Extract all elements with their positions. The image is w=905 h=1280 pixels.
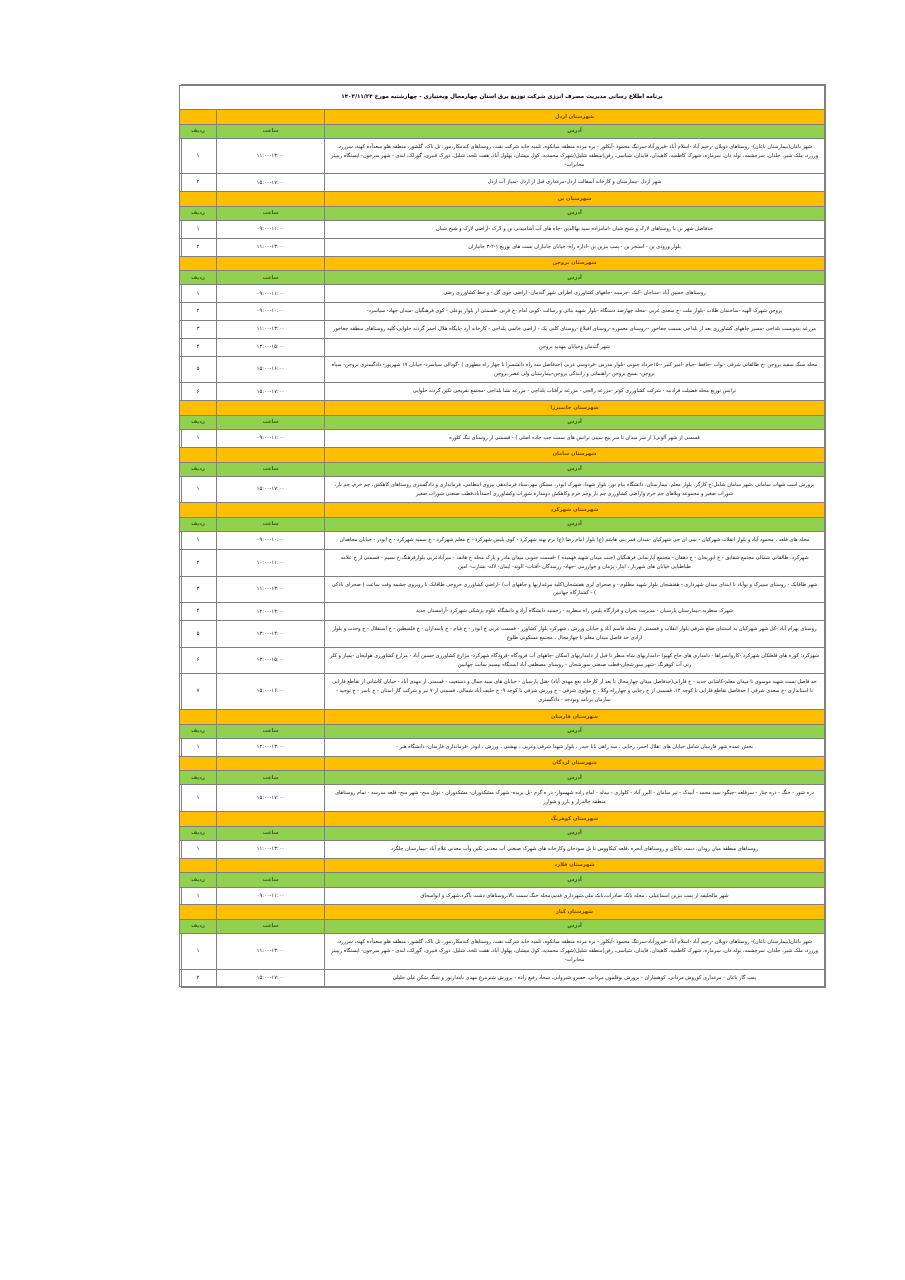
table-row [180,603,825,621]
table-row [180,356,825,383]
column-header-row [180,124,825,138]
column-header-row [180,517,825,531]
county-name: شهرستان خانمیرزا [325,401,825,416]
county-name: شهرستان اردل [325,110,825,125]
county-name: شهرستان لردگان [325,756,825,771]
column-header-row [180,462,825,476]
column-header-row [180,826,825,840]
column-header-address: آدرس [325,462,825,476]
county-banner-row [180,192,825,207]
cell-address: محله سنگ سفید بروجن -خ طالقانی شرقی -نواب -حافظ -خیام -امیر کبیر --۱۵خرداد جنوبی -بلوار مدرس -فردوسی غربی (حدفاصل سه راه دانشسرا تا چهار راه مطهری ) -گودالی سیاسرد- خیابان ۱۷ شهریور- دادگستری بروجن- سپاه بروجن- بسیج بروجن -راهنمایی و رانندگی بروجن-بیمارستان ولی عصر بروجن [325,356,825,383]
cell-time: ۱۱:۰۰-۱۳:۰۰ [217,138,325,173]
column-header-time: ساعت [217,919,325,933]
county-banner-filler [217,256,325,271]
county-name: شهرستان کیار [325,905,825,920]
county-name: شهرستان فارسان [325,709,825,724]
county-banner-filler [217,110,325,125]
outage-schedule-table [179,85,825,987]
cell-time: ۱۲:۰۰-۱۳:۰۰ [217,738,325,756]
column-header-address: آدرس [325,826,825,840]
cell-address: بلوار ورودی بن - استخر بن - پمپ بنزین بن -اداره راه- خیابان جانبازان پست های توزیع ۱-۲-۳ جانبازان [325,238,825,256]
cell-row-number: ۱ [180,476,217,503]
cell-row-number: ۶ [180,383,217,401]
cell-address: مزرعه بندوبست بلداجی -مسیر چاههای کشاورزی بعد از بلداجی بسمت چغاخور --روستای معموره -روستای اقبلاغ -روستای کلبی بک - اراضی خاتمی بلداجی - کارخانه آرد -پایگاه هلال احمر گردنه حلوایی-کلیه روستاهای منطقه چغاخور [325,321,825,339]
county-banner-filler [180,709,217,724]
column-header-row-number: ردیف [180,271,217,285]
county-banner-filler [217,812,325,827]
table-row [180,285,825,303]
cell-address: شهر ناغان(بیمارستان ناغان)- روستاهای دویلان -رحیم آباد -اسلام آباد -فیروزآباد-سرتنگ محمود -آبکلور - بره مرده منطقه میانکوه، تلمبه خانه شرکت نفت، روستاهای کندمکار،مور، تل ناک، گلشور، منطقه هلو سعدآده کهنه، سرزرد، ورزرد، ملک شیر، جلدان، سرچشمه، توله دان، سرمازه، شهرک کاظمیه، کاهیدان، قایدان، شیاسی، رفن)منطقه شلیل(شهرک محمدیه، کول میشان، پهلول آباد، هفت تلخه، شلیل، دورک قنبری، گوزلک، لندی - شهر سرخون- ایستگاه ریپیتر مخابرات- [325,138,825,173]
column-header-time: ساعت [217,271,325,285]
column-header-time: ساعت [217,517,325,531]
cell-address: بروجن شهرک الهیه -ساختمان طلاب -بلوار ملت -خ سعدی غربی -محله چهارصد دستگاه -بلوار شهید بنائی و رسالت -کوبی امام -خ قرنی -قسمتی از بلوار بوعلی - کوی فرهنگیان -میدان جهاد- سیاسرد- [325,303,825,321]
column-header-row [180,919,825,933]
column-header-time: ساعت [217,415,325,429]
cell-address: شهر ناغان(بیمارستان ناغان)- روستاهای دویلان -رحیم آباد -اسلام آباد -فیروزآباد-سرتنگ محمود -آبکلور - بره مرده منطقه میانکوه، تلمبه خانه شرکت نفت، روستاهای کندمکار،مور، تل ناک، گلشور، منطقه هلو سعدآده کهنه، سرزرد، ورزرد، ملک شیر، جلدان، سرچشمه، توله دان، سرمازه، شهرک کاظمیه، کاهیدان، قایدان، شیاسی، رفن)منطقه شلیل(شهرک محمدیه، کول میشان، پهلول آباد، هفت تلخه، شلیل، دورک قنبری، گوزلک، لندی - شهر سرخون- ایستگاه ریپیتر مخابرات- [325,934,825,969]
county-banner-filler [217,447,325,462]
cell-time: ۱۵:۰۰-۱۷:۰۰ [217,383,325,401]
column-header-address: آدرس [325,206,825,220]
county-banner-filler [180,401,217,416]
county-banner-row [180,709,825,724]
cell-address: شهرکرد: طالقانی شمالی مجتمع شقایق - خ ابوریحان - خ دهقان - مجتمع آپارتمانی فرهنگیان (جنب میدان شهید فهمیده ) -قسمت جنوبی میدان مادر و پارک محله خ هاتف - میرآبادغربی بلوارفرهنگ،خ نسیم - قسمتی از خ علامه طباطبایی خیابان های شهربار ، ایثار، پژمان و خوارزمی -جهاد- رزمندگان -آفتاب- الوند- ایمان- لاله- بشارت- امین [325,550,825,577]
table-row [180,476,825,503]
cell-row-number: ۱ [180,220,217,238]
cell-address: حدفاصل شهر بن تا روستاهای لارک و شیخ شبان -امامزاده سید بهاالدین -چاه های آب آشامیدنی بن و لارک -اراضی لارک و شیخ شبان [325,220,825,238]
cell-address: پرورش اسب شهاب سامانی ،شهر سامان شامل:خ کارگر، بلوار معلم، بیمارستان، دانشگاه پیام نور، بلوار شهدا، شهرک ابوذر، مسکن مهر،ستاد فرماندهی نیروی انتظامی، فرمانداری و دادگستری روستاهای کاهکش، چم خرم، چم نار، شوراب صغیر و مجموعه ویلاهای چم خرم واراضی کشاورزی چم نار وچم خرم وکاهکش دومداره شوراب وکشاورزی احمدآباد،قطب صنعتی شوراب صغیر [325,476,825,503]
table-row [180,532,825,550]
county-banner-filler [180,503,217,518]
column-header-time: ساعت [217,826,325,840]
county-banner-filler [217,401,325,416]
county-banner-filler [180,812,217,827]
column-header-address: آدرس [325,873,825,887]
cell-address: شهر اردل -بیمارستان و کارخانه آسفالت اردل-مرغداری قبل از اردل -پمپاژ آب اردل [325,174,825,192]
county-banner-row [180,812,825,827]
table-row [180,674,825,709]
cell-time: ۰۹:۰۰-۱۱:۰۰ [217,220,325,238]
column-header-row-number: ردیف [180,771,217,785]
cell-row-number: ۱ [180,887,217,905]
table-row [180,840,825,858]
county-banner-row [180,858,825,873]
column-header-address: آدرس [325,724,825,738]
cell-row-number: ۳ [180,576,217,603]
cell-row-number: ۱ [180,840,217,858]
cell-time: ۱۵:۰۰-۱۷:۰۰ [217,969,325,987]
cell-time: ۱۰:۰۰-۱۱:۰۰ [217,550,325,577]
cell-row-number: ۱ [180,738,217,756]
cell-address: شهر مالخلیفه از پمپ بنزین اسماعیلی ، محله بانک صادرات،بانک ملی،شهرداری قدیم،محله خنگ سمت بالا،روستاهای دشت پاگرد،شهرک و ابواسحاق [325,887,825,905]
table-row [180,621,825,648]
county-banner-row [180,756,825,771]
county-banner-row [180,110,825,125]
cell-time: ۱۱:۰۰-۱۳:۰۰ [217,934,325,969]
column-header-address: آدرس [325,919,825,933]
column-header-time: ساعت [217,771,325,785]
table-row [180,303,825,321]
column-header-time: ساعت [217,462,325,476]
county-name: شهرستان کوهرنگ [325,812,825,827]
column-header-address: آدرس [325,771,825,785]
cell-address: بخش عمده شهر فارسان شامل خیابان های :هلال احمر، رجایی ، سه راهی بابا حیدر ، بلوار شهدا شرقی وغربی ، بهشتی ، ورزش ، ابوذر -فرمانداری فارسان- دانشگاه هنر - [325,738,825,756]
table-row [180,887,825,905]
county-banner-filler [217,192,325,207]
county-name: شهرستان شهرکرد [325,503,825,518]
column-header-row [180,271,825,285]
cell-row-number: ۱ [180,934,217,969]
cell-time: ۰۹:۰۰-۱۱:۰۰ [217,887,325,905]
county-banner-row [180,256,825,271]
county-banner-filler [180,756,217,771]
document-title-row [180,86,825,110]
county-name: شهرستان بن [325,192,825,207]
county-banner-filler [180,858,217,873]
county-name: شهرستان بروجن [325,256,825,271]
column-header-time: ساعت [217,206,325,220]
cell-time: ۱۱:۰۰-۱۳:۰۰ [217,840,325,858]
table-row [180,138,825,173]
county-banner-filler [180,256,217,271]
table-row [180,934,825,969]
column-header-time: ساعت [217,724,325,738]
cell-time: ۱۱:۰۰-۱۳:۰۰ [217,576,325,603]
column-header-row-number: ردیف [180,517,217,531]
cell-row-number: ۲ [180,303,217,321]
cell-address: شهرکرد: کوره های قلعلکان شهرکرد -کاروانسراها - دامداری های حاج کهپوا -دامداریهای شاه منظر تا قبل از دامداریهای اسکان -چاههای آب فرودگاه -فرودگاه شهرکرد- مزارع کشاورزی حسین آباد - مزارع کشاورزی هولیجان -پمپاژ و کلر زنی آب کوهرنگ -شهر سورشجان-قطب صنعتی سورشجان - روستای مصطفی آباد ایستگاه بیسیم سابت جهانبین [325,647,825,674]
table-row [180,321,825,339]
county-banner-row [180,447,825,462]
column-header-time: ساعت [217,124,325,138]
cell-time: ۱۵:۰۰-۱۶:۰۰ [217,356,325,383]
column-header-address: آدرس [325,415,825,429]
county-banner-filler [217,709,325,724]
outage-schedule-sheet [181,84,826,988]
cell-row-number: ۳ [180,321,217,339]
column-header-row-number: ردیف [180,206,217,220]
cell-row-number: ۴ [180,603,217,621]
cell-row-number: ۱ [180,532,217,550]
page-title: برنامه اطلاع رسانی مدیریت مصرف انرژی شرکت توزیع برق استان چهارمحال وبختیاری - چهارشنبه مورخ ۱۴۰۳/۱۱/۲۴ [180,86,825,110]
cell-address: شهرک منظریه -بیمارستان پارسیان - مدیریت بحران و قرارگاه پلیس راه منظریه - رحمتیه دانشگاه آزاد و دانشگاه علوم پزشکی شهرکرد -آرامستان جدید [325,603,825,621]
cell-time: ۱۳:۰۰-۱۴:۰۰ [217,621,325,648]
cell-row-number: ۲ [180,969,217,987]
cell-row-number: ۱ [180,138,217,173]
column-header-time: ساعت [217,873,325,887]
column-header-address: آدرس [325,517,825,531]
cell-time: ۱۵:۰۰-۱۷:۰۰ [217,174,325,192]
column-header-row [180,771,825,785]
column-header-row-number: ردیف [180,462,217,476]
county-banner-row [180,401,825,416]
cell-time: ۱۵:۰۰-۱۷:۰۰ [217,785,325,812]
cell-address: ترانس توزیع محله فضیلت فرادنبه - شرکت کشاورزی کوثر -مزرعه زالجی - مزرعه برآفتاب بلداجی - مزرعه تشا بلداجی -مجتمع تفریحی تکین گردنه حلوایی [325,383,825,401]
cell-row-number: ۵ [180,356,217,383]
cell-address: روستاهای منطقه میان رودان، دبمه، تیاکان و روستاهای آبحره ،قلعه کیکاووس تا پل سودجان وکارخانه های شهرک صنعتی آب معدنی تکین وآب معدنی غلام آباد -بیمارستان چلگرد [325,840,825,858]
table-row [180,550,825,577]
cell-address: دره شور - خنگ - دره چنار - سرقلعه -چیگو- سید محمد - آبیدک - تیر سامان - البرز آباد - کلواری - بیدله - امام زاده شهسوار- در ه گرم -پل بریده- شهرک مشکدوزان- مشکدوزان - نوئل منج- شهر منج- قلعه مدرسه - تمام روستاهای منطقه چالدراز و بارز و شوارز [325,785,825,812]
county-name: شهرستان سامان [325,447,825,462]
cell-row-number: ۱ [180,430,217,448]
column-header-row-number: ردیف [180,873,217,887]
cell-row-number: ۱ [180,285,217,303]
cell-address: حد فاصل پست شهید موسوی تا میدان معلم-کاشانی جدید - خ فارابی(حدفاصل میدان چهارمحال تا بعد از کارخانه بعع مهدی آباد) -هتل پارسیان - خیابان های سید جمال و دستغیب - قسمتی از مهدی آباد - خیابان کاشانی از تقاطع فارابی تا استانداری -خ سعدی شرقی ( حدفاصل تقاطع فارابی تا کوچه ۱۴، قسمتی از خ رجایی و چهارراه وکلا ، خ مولوی شرقی - خ ورزش شرقی تا کوچه ۹- خ خلیف آباد شمالی، قسمتی از ۷ تیر و شرکت گاز استان - خ یاسر - خ توحید - سازمان برنامه وبودجه - دادگستری [325,674,825,709]
county-banner-row [180,503,825,518]
column-header-row [180,415,825,429]
county-banner-filler [180,192,217,207]
cell-time: ۱۳:۰۰-۱۵:۰۰ [217,338,325,356]
cell-address: روستاهای حسین آباد -سناجان -کنک -چرمینه -چاههای کشاورزی اطراف شهر گندمان- اراضی جوی گل - و خط کشاورزی رضی [325,285,825,303]
cell-row-number: ۲ [180,550,217,577]
cell-time: ۰۹:۰۰-۱۰:۰۰ [217,303,325,321]
column-header-row [180,724,825,738]
cell-row-number: ۵ [180,621,217,648]
county-name: شهرستان فلارد [325,858,825,873]
column-header-row [180,873,825,887]
cell-row-number: ۶ [180,647,217,674]
cell-row-number: ۷ [180,674,217,709]
column-header-address: آدرس [325,271,825,285]
county-banner-row [180,905,825,920]
county-banner-filler [180,110,217,125]
cell-time: ۱۲:۰۰-۱۳:۰۰ [217,603,325,621]
cell-address: روستای بهرام آباد -کل شهر شهرکیان به استثنای ضلع شرقی بلوار انقلاب و قسمتی از محله قاسم آباد و خیابان ورزش ، شهرکرد بلوار کشاورز - قسمت غربی خ ابوذر - خ قیام - خ پاسداران - خ فلسطین - خ استقلال - خ وحدت و بلوار ازادی حد فاصل میدان معلم تا چهارمحال ، مجتمع مسکونی طلوع [325,621,825,648]
table-row [180,647,825,674]
cell-time: ۱۵:۰۰-۱۶:۰۰ [217,674,325,709]
cell-time: ۱۱:۰۰-۱۳:۰۰ [217,321,325,339]
cell-row-number: ۲ [180,238,217,256]
county-banner-filler [180,905,217,920]
table-row [180,576,825,603]
county-banner-filler [217,858,325,873]
cell-row-number: ۲ [180,174,217,192]
cell-time: ۱۳:۰۰-۱۵:۰۰ [217,647,325,674]
table-row [180,430,825,448]
cell-row-number: ۱ [180,785,217,812]
county-banner-filler [217,756,325,771]
table-row [180,220,825,238]
table-row [180,785,825,812]
column-header-row-number: ردیف [180,724,217,738]
cell-address: قسمتی از شهر آلونی( از سر میدان تا سر پیچ سیبی ترانس های سمت چپ جاده اصلی ) - قسمتی از روستای تنگ کلوره [325,430,825,448]
cell-time: ۰۹:۰۰-۱۱:۰۰ [217,430,325,448]
column-header-row-number: ردیف [180,919,217,933]
table-row [180,338,825,356]
column-header-row [180,206,825,220]
county-banner-filler [180,447,217,462]
cell-time: ۰۹:۰۰-۱۰:۰۰ [217,532,325,550]
cell-time: ۱۵:۰۰-۱۷:۰۰ [217,476,325,503]
county-banner-filler [217,503,325,518]
table-row [180,238,825,256]
county-banner-filler [217,905,325,920]
table-row [180,969,825,987]
cell-row-number: ۴ [180,338,217,356]
table-row [180,738,825,756]
cell-time: ۱۱:۰۰-۱۳:۰۰ [217,238,325,256]
column-header-row-number: ردیف [180,124,217,138]
table-row [180,383,825,401]
table-body [180,86,825,987]
cell-address: محله های قلعه ، محمود آباد و بلوار انقلاب شهرکیان - سی ان جی شهرکیان -میدان قمر بنی هاشم (ع) بلوار امام رضا (ع) برم بهنه شهرکرد - کوی پلیس شهرکرد - خ معلم شهرکرد - خ سمیه شهرکرد - خ ابوذر - خیابان مجاهدان [325,532,825,550]
cell-time: ۰۹:۰۰-۱۱:۰۰ [217,285,325,303]
cell-address: پمپ گاز ناغان - مرغداری کوروش مردانی، کوهساران - پرورش بوقلمون مردانی، خسرو شیروانی، سجاد رفیع زاده - پرورش شترمرغ مهدی نامداریور و سنگ شکن علی خلیلی [325,969,825,987]
column-header-address: آدرس [325,124,825,138]
cell-address: شهر طاقانک - روستای سیبرک و نوآباد تا ابتدای میدان شهرداری - هفتشجان بلوار شهید مظلوم - و صحرای لری هفتشجان(کلیه مرغداریها و چاههای آب) -اراضی کشاورزی خروجی طاقانک تا روبروی چشمه وقت ساعت ( صحرای بادکی ) - کشتارگاه جهانبین [325,576,825,603]
table-row [180,174,825,192]
cell-address: شهر گندمان وخیابان مهدیه بروجن [325,338,825,356]
column-header-row-number: ردیف [180,826,217,840]
column-header-row-number: ردیف [180,415,217,429]
